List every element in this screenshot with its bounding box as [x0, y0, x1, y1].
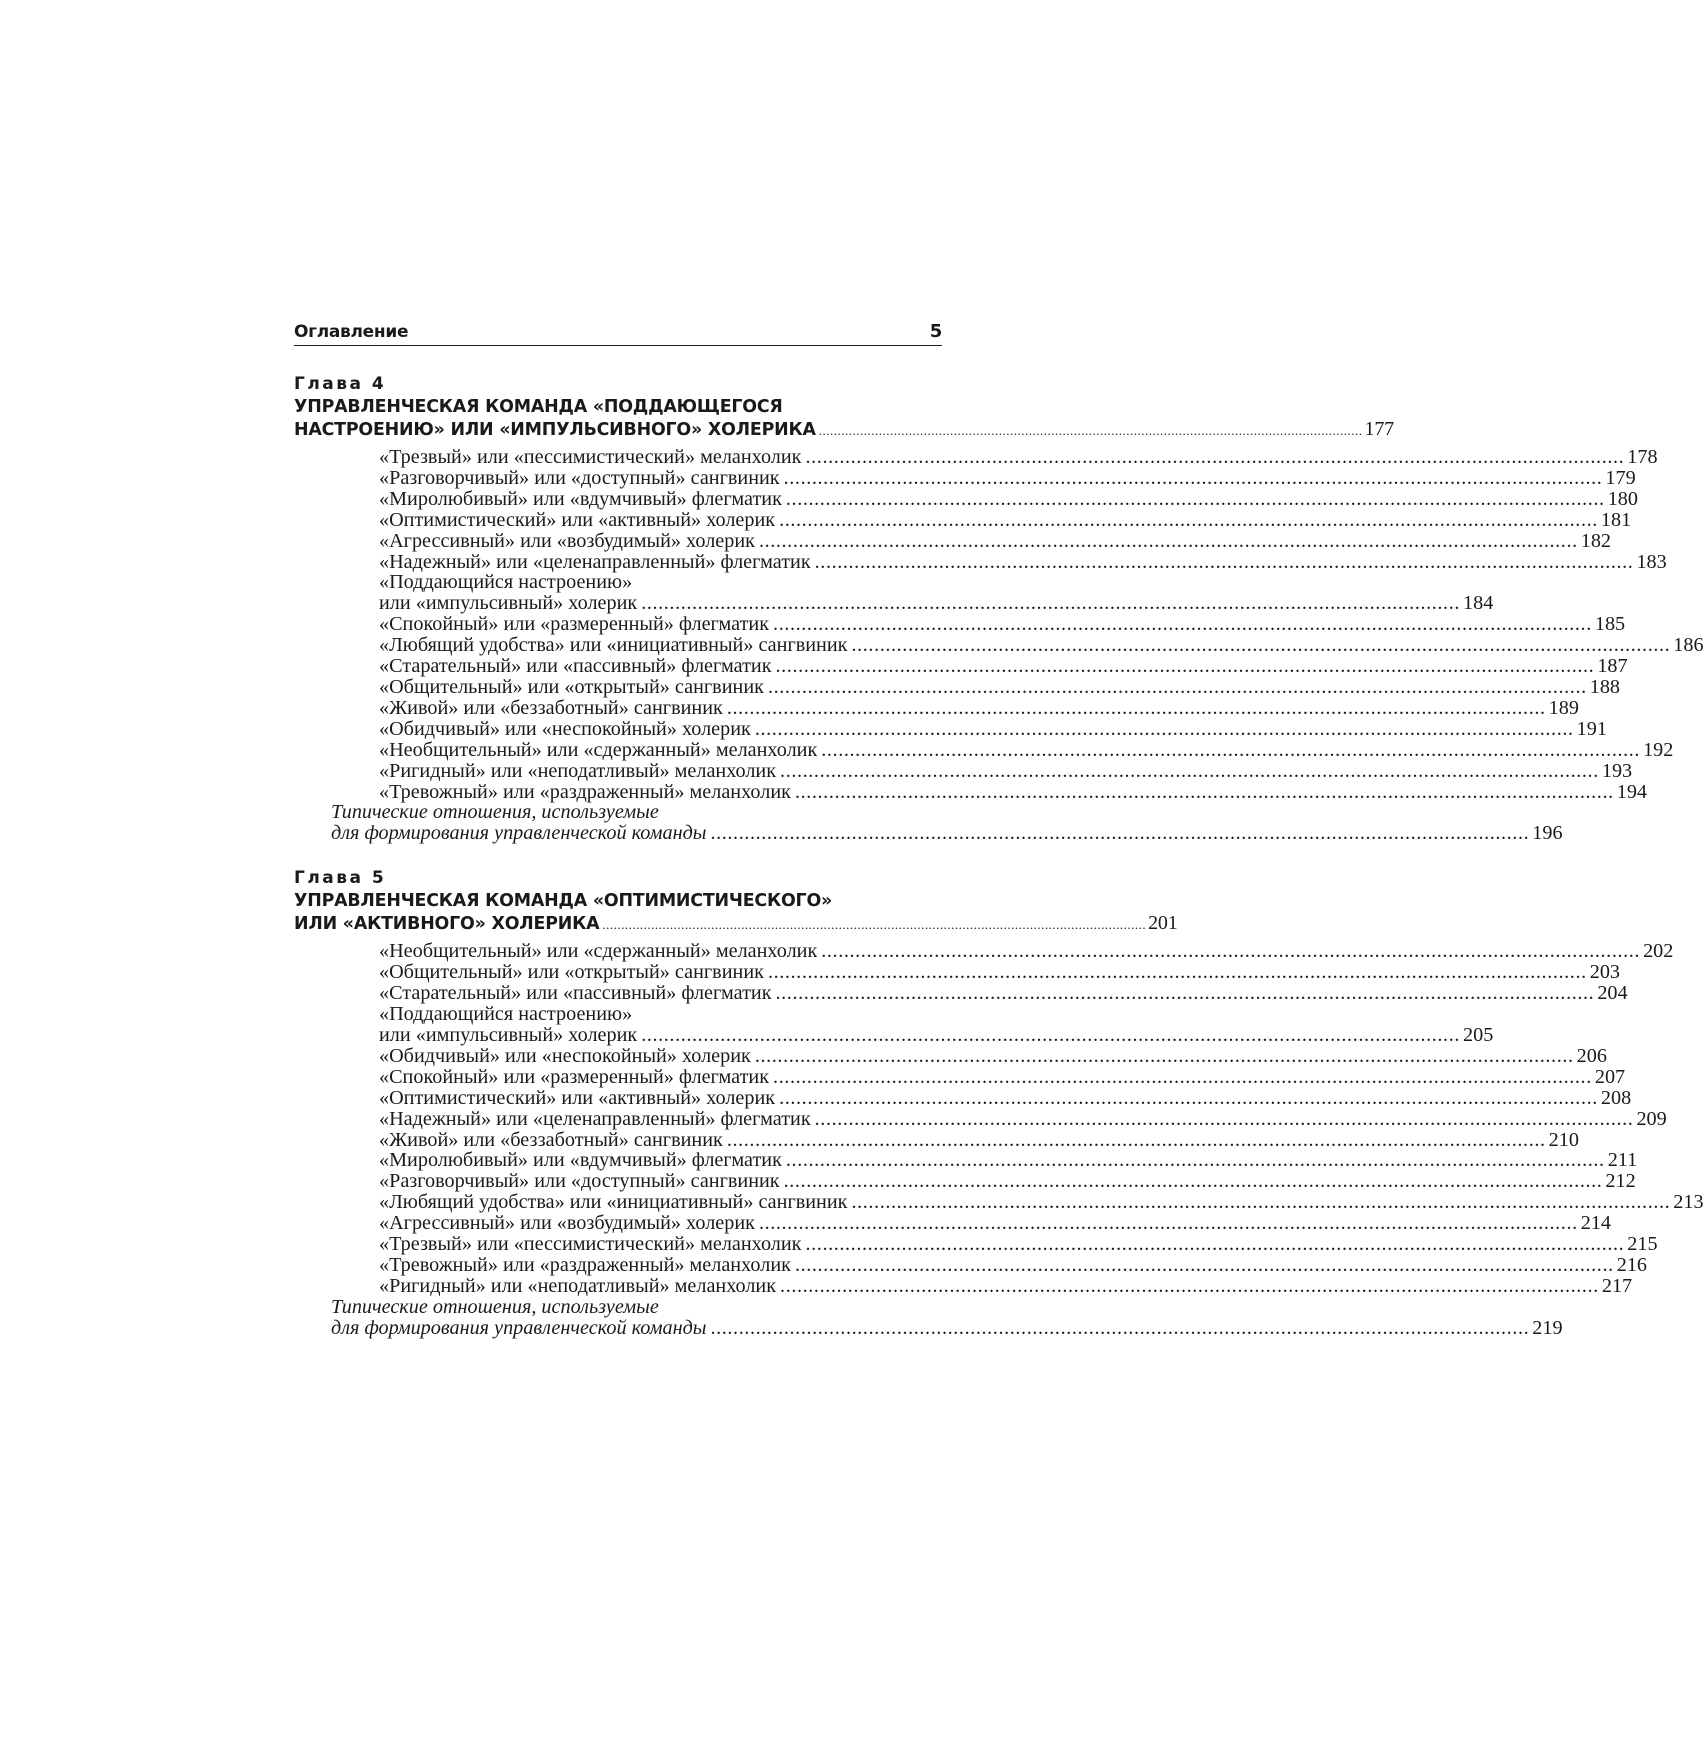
toc-entry-page: 205 — [1463, 1024, 1494, 1047]
toc-entry[interactable] — [294, 1024, 1494, 1047]
toc-entry-title: «Оптимистический» или «активный» холерик — [379, 508, 776, 531]
toc-entry-title: или «импульсивный» холерик — [379, 592, 638, 615]
dot-leader: ................................................................................................................................................. — [805, 446, 1625, 468]
toc-entry-page: 211 — [1607, 1149, 1638, 1172]
dot-leader: ................................................................................................................................................. — [767, 961, 1587, 984]
toc-entry[interactable] — [294, 1107, 1667, 1130]
dot-leader: ................................................................................................................................................. — [821, 940, 1641, 963]
summary-line: для формирования управленческой команды — [331, 1316, 707, 1339]
toc-entry-title: «Старательный» или «пассивный» флегматик — [379, 982, 772, 1005]
toc-entry-page: 192 — [1643, 738, 1674, 761]
toc-entry-title: «Спокойный» или «размеренный» флегматик — [379, 613, 770, 636]
toc-entry-title: «Любящий удобства» или «инициативный» сангвиник — [379, 1191, 848, 1214]
chapter-title-entry[interactable] — [294, 417, 1394, 442]
toc-entry[interactable] — [294, 1044, 1607, 1067]
dot-leader: ................................................................................................................................................. — [780, 1274, 1599, 1297]
toc-entry-title: «Миролюбивый» или «вдумчивый» флегматик — [379, 487, 782, 510]
running-head-title: Оглавление — [294, 322, 409, 342]
dot-leader: ................................................................................................................................................. — [773, 613, 1592, 636]
dot-leader: ................................................................................................................................................. — [821, 738, 1641, 761]
toc-entry[interactable] — [294, 655, 1628, 678]
chapter-page-ref: 201 — [1148, 911, 1178, 934]
chapter-title-entry[interactable] — [294, 911, 1178, 936]
toc-entry-title: «Любящий удобства» или «инициативный» сангвиник — [379, 634, 848, 657]
toc-entry-title: «Миролюбивый» или «вдумчивый» флегматик — [379, 1149, 782, 1172]
toc-entry-title: «Поддающийся настроению» — [379, 1003, 633, 1026]
toc-entry-page: 182 — [1580, 529, 1612, 552]
dot-leader: ................................................................................................................................................. — [775, 655, 1595, 678]
dot-leader: ................................................................................................................................................. — [780, 759, 1599, 782]
toc-entry-title: «Поддающийся настроению» — [379, 571, 633, 594]
toc-entry[interactable] — [294, 1254, 1648, 1276]
toc-entry-page: 179 — [1605, 466, 1636, 489]
dot-leader: ................................................................................................................................................. — [710, 1316, 1530, 1339]
toc-entry[interactable] — [294, 717, 1607, 740]
toc-entry[interactable] — [294, 446, 1658, 468]
chapter-4-section — [294, 373, 1704, 845]
toc-entry-page: 206 — [1576, 1044, 1607, 1067]
toc-entry-page: 210 — [1548, 1128, 1579, 1151]
toc-entry-title: «Тревожный» или «раздраженный» меланхолик — [379, 1254, 791, 1276]
toc-entry[interactable] — [294, 696, 1579, 719]
summary-line: для формирования управленческой команды — [331, 822, 707, 845]
toc-entry-title: «Разговорчивый» или «доступный» сангвиник — [379, 1170, 780, 1193]
toc-entry-page: 216 — [1616, 1254, 1648, 1276]
toc-entry[interactable] — [294, 1086, 1632, 1109]
chapter-page-ref: 177 — [1364, 417, 1394, 440]
toc-entry-title: «Трезвый» или «пессимистический» меланхолик — [379, 446, 802, 468]
chapter-title-line[interactable]: УПРАВЛЕНЧЕСКАЯ КОМАНДА «ОПТИМИСТИЧЕСКОГО» — [294, 891, 833, 912]
toc-entry-page: 188 — [1589, 675, 1621, 698]
toc-entry-title: «Надежный» или «целенаправленный» флегматик — [379, 550, 811, 573]
toc-entry[interactable] — [294, 508, 1632, 531]
toc-entry[interactable] — [294, 759, 1633, 782]
toc-entry-page: 180 — [1607, 487, 1638, 510]
summary-line: Типические отношения, используемые — [331, 801, 659, 824]
dot-leader: ................................................................................................................................................. — [710, 822, 1530, 845]
toc-entry[interactable] — [294, 572, 942, 593]
toc-entry[interactable] — [294, 982, 1628, 1005]
chapter-title-line: ИЛИ «АКТИВНОГО» ХОЛЕРИКА — [294, 913, 600, 934]
toc-entry-title: «Агрессивный» или «возбудимый» холерик — [379, 1212, 755, 1235]
running-head — [294, 318, 942, 346]
toc-entry-page: 184 — [1463, 592, 1494, 615]
summary-page-ref: 219 — [1532, 1316, 1563, 1339]
toc-entry[interactable] — [294, 780, 1648, 803]
chapter-title-line: НАСТРОЕНИЮ» ИЛИ «ИМПУЛЬСИВНОГО» ХОЛЕРИКА — [294, 419, 816, 440]
toc-entry-title: «Обидчивый» или «неспокойный» холерик — [379, 1044, 751, 1067]
toc-entry[interactable] — [294, 1128, 1579, 1151]
toc-entry-title: «Ригидный» или «неподатливый» меланхолик — [379, 1274, 777, 1297]
toc-entry-page: 213 — [1673, 1191, 1704, 1214]
chapter-label: Глава 4 — [294, 374, 387, 394]
toc-page — [294, 318, 1704, 1339]
toc-entry-page: 209 — [1636, 1107, 1667, 1130]
dot-leader: ................................................................................................................................................. — [754, 717, 1574, 740]
toc-entry-title: «Необщительный» или «сдержанный» меланхолик — [379, 738, 818, 761]
toc-entry-title: «Необщительный» или «сдержанный» меланхолик — [379, 940, 818, 963]
toc-entry[interactable] — [294, 1004, 942, 1025]
toc-entry-page: 189 — [1548, 696, 1579, 719]
toc-entry-page: 183 — [1636, 550, 1667, 573]
toc-entry-page: 191 — [1576, 717, 1607, 740]
toc-entry-title: «Трезвый» или «пессимистический» меланхолик — [379, 1233, 802, 1256]
toc-entry[interactable] — [294, 634, 1704, 657]
toc-entry[interactable] — [294, 1149, 1638, 1172]
toc-entry[interactable] — [294, 1212, 1612, 1235]
toc-entry[interactable] — [294, 466, 1636, 489]
dot-leader: ................................................................................................................................................. — [794, 780, 1614, 803]
dot-leader: ................................................................................................................................................. — [641, 1024, 1460, 1047]
dot-leader: ................................................................................................................................................. — [805, 1233, 1625, 1256]
toc-entry[interactable] — [294, 1274, 1633, 1297]
toc-entry-title: «Оптимистический» или «активный» холерик — [379, 1086, 776, 1109]
summary-entry[interactable] — [294, 801, 1563, 845]
section-list — [294, 446, 1704, 803]
toc-entry[interactable] — [294, 550, 1667, 573]
toc-entry-page: 203 — [1589, 961, 1621, 984]
dot-leader: ................................................................................................................................................. — [785, 487, 1605, 510]
dot-leader: ................................................................................................................................................. — [818, 422, 1363, 438]
dot-leader: ................................................................................................................................................. — [758, 1212, 1578, 1235]
dot-leader: ................................................................................................................................................. — [775, 982, 1595, 1005]
toc-entry-page: 204 — [1597, 982, 1628, 1005]
toc-entry[interactable] — [294, 675, 1621, 698]
toc-entry-page: 207 — [1594, 1065, 1626, 1088]
toc-entry[interactable] — [294, 1170, 1636, 1193]
dot-leader: ................................................................................................................................................. — [783, 466, 1603, 489]
toc-entry[interactable] — [294, 529, 1612, 552]
toc-entry[interactable] — [294, 1233, 1658, 1256]
toc-entry-title: «Ригидный» или «неподатливый» меланхолик — [379, 759, 777, 782]
toc-entry[interactable] — [294, 1191, 1704, 1214]
dot-leader: ................................................................................................................................................. — [773, 1065, 1592, 1088]
dot-leader: ................................................................................................................................................. — [726, 696, 1546, 719]
summary-entry[interactable] — [294, 1295, 1563, 1339]
toc-entry-title: «Общительный» или «открытый» сангвиник — [379, 675, 764, 698]
toc-entry-title: «Разговорчивый» или «доступный» сангвиник — [379, 466, 780, 489]
dot-leader: ................................................................................................................................................. — [602, 916, 1147, 932]
dot-leader: ................................................................................................................................................. — [783, 1170, 1603, 1193]
dot-leader: ................................................................................................................................................. — [794, 1254, 1614, 1276]
toc-entry-title: «Общительный» или «открытый» сангвиник — [379, 961, 764, 984]
toc-entry-page: 208 — [1600, 1086, 1632, 1109]
dot-leader: ................................................................................................................................................. — [814, 1107, 1634, 1130]
toc-entry-page: 214 — [1580, 1212, 1612, 1235]
toc-entry-page: 212 — [1605, 1170, 1636, 1193]
dot-leader: ................................................................................................................................................. — [785, 1149, 1605, 1172]
toc-entry-page: 186 — [1673, 634, 1704, 657]
toc-entry[interactable] — [294, 961, 1621, 984]
summary-line: Типические отношения, используемые — [331, 1295, 659, 1318]
toc-entry-title: «Живой» или «беззаботный» сангвиник — [379, 696, 723, 719]
summary-page-ref: 196 — [1532, 822, 1563, 845]
page-number: 5 — [929, 321, 942, 342]
toc-entry[interactable] — [294, 738, 1674, 761]
toc-entry-title: «Старательный» или «пассивный» флегматик — [379, 655, 772, 678]
toc-entry[interactable] — [294, 1065, 1626, 1088]
toc-entry[interactable] — [294, 592, 1494, 615]
dot-leader: ................................................................................................................................................. — [754, 1044, 1574, 1067]
chapter-5-section — [294, 867, 1704, 1339]
section-list — [294, 940, 1704, 1297]
toc-entry-title: «Тревожный» или «раздраженный» меланхолик — [379, 780, 791, 803]
toc-entry-page: 215 — [1627, 1233, 1658, 1256]
chapter-label: Глава 5 — [294, 868, 387, 889]
toc-entry-page: 185 — [1594, 613, 1626, 636]
dot-leader: ................................................................................................................................................. — [758, 529, 1578, 552]
dot-leader: ................................................................................................................................................. — [814, 550, 1634, 573]
toc-entry-title: «Агрессивный» или «возбудимый» холерик — [379, 529, 755, 552]
toc-entry-title: «Обидчивый» или «неспокойный» холерик — [379, 717, 751, 740]
toc-entry-title: «Надежный» или «целенаправленный» флегматик — [379, 1107, 811, 1130]
toc-entry-title: «Живой» или «беззаботный» сангвиник — [379, 1128, 723, 1151]
toc-entry-page: 217 — [1601, 1274, 1633, 1297]
chapter-title-line[interactable]: УПРАВЛЕНЧЕСКАЯ КОМАНДА «ПОДДАЮЩЕГОСЯ — [294, 397, 783, 417]
dot-leader: ................................................................................................................................................. — [851, 1191, 1671, 1214]
toc-entry-page: 181 — [1600, 508, 1632, 531]
dot-leader: ................................................................................................................................................. — [779, 508, 1598, 531]
toc-entry-page: 202 — [1643, 940, 1674, 963]
toc-entry[interactable] — [294, 613, 1626, 636]
toc-entry-title: или «импульсивный» холерик — [379, 1024, 638, 1047]
toc-entry[interactable] — [294, 487, 1638, 510]
toc-entry-page: 194 — [1616, 780, 1648, 803]
dot-leader: ................................................................................................................................................. — [767, 675, 1587, 698]
dot-leader: ................................................................................................................................................. — [641, 592, 1460, 615]
dot-leader: ................................................................................................................................................. — [726, 1128, 1546, 1151]
toc-entry-title: «Спокойный» или «размеренный» флегматик — [379, 1065, 770, 1088]
dot-leader: ................................................................................................................................................. — [851, 634, 1671, 657]
toc-entry[interactable] — [294, 940, 1674, 963]
toc-entry-page: 193 — [1601, 759, 1633, 782]
toc-entry-page: 187 — [1597, 655, 1628, 678]
toc-entry-page: 178 — [1627, 446, 1658, 468]
dot-leader: ................................................................................................................................................. — [779, 1086, 1598, 1109]
